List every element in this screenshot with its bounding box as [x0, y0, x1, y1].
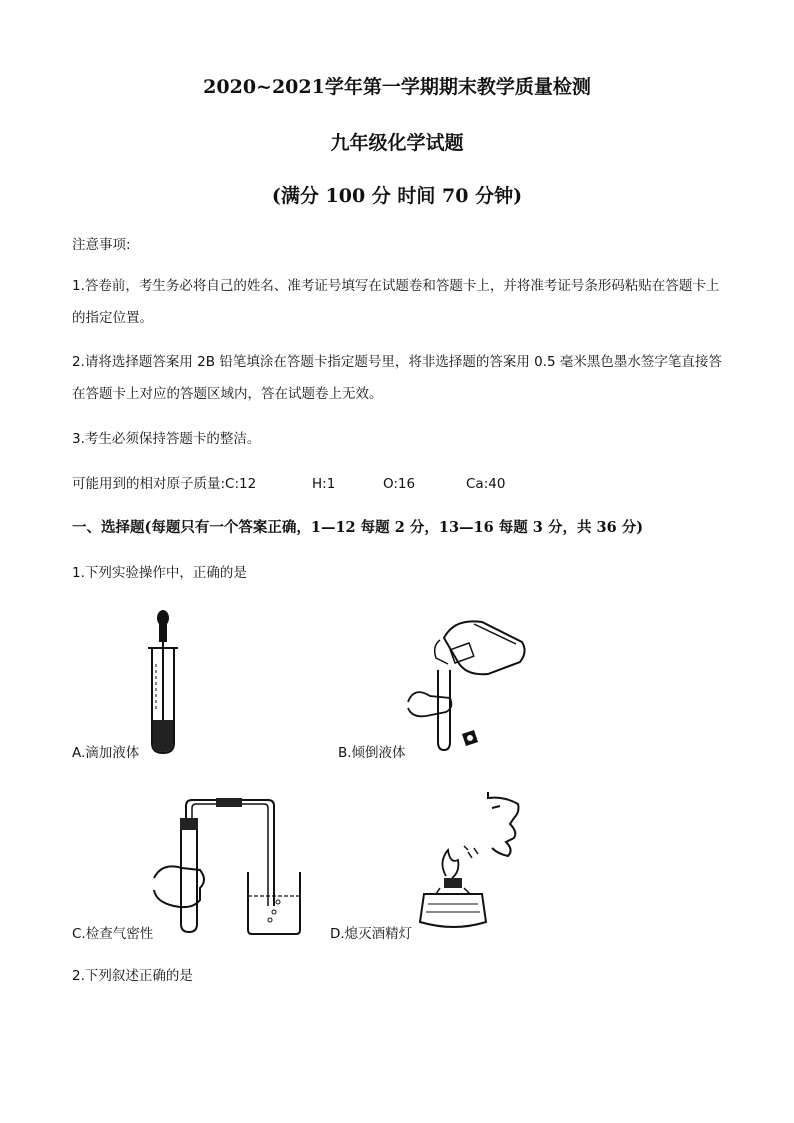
- option-c: C.检查气密性: [72, 926, 154, 942]
- section-heading: 一、选择题(每题只有一个答案正确，1—12 每题 2 分，13—16 每题 3 分，共 36 分): [72, 519, 644, 536]
- atomic-mass-label: 可能用到的相对原子质量:C:12: [72, 476, 257, 492]
- pouring-illustration: [404, 612, 534, 757]
- option-b: B.倾倒液体: [338, 745, 406, 761]
- alcohol-lamp-illustration: [414, 786, 534, 936]
- option-d: D.熄灭酒精灯: [330, 926, 413, 942]
- notice-item-2: 2.请将选择题答案用 2B 铅笔填涂在答题卡指定题号里，将非选择题的答案用 0.5 毫米黑色墨水签字笔直接答在答题卡上对应的答题区域内，答在试题卷上无效。: [72, 354, 722, 402]
- atomic-mass-h: H:1: [312, 476, 336, 492]
- airtightness-illustration: [152, 796, 302, 936]
- dropper-illustration: [140, 608, 190, 758]
- notice-item-1: 1.答卷前，考生务必将自己的姓名、准考证号填写在试题卷和答题卡上，并将准考证号条形码粘贴在答题卡上的指定位置。: [72, 278, 720, 326]
- exam-info: (满分 100 分 时间 70 分钟): [271, 185, 523, 207]
- atomic-mass-ca: Ca:40: [466, 476, 506, 492]
- option-a: A.滴加液体: [72, 745, 140, 761]
- atomic-mass-o: O:16: [383, 476, 416, 492]
- question-1-stem: 1.下列实验操作中，正确的是: [72, 565, 247, 581]
- notice-item-3: 3.考生必须保持答题卡的整洁。: [72, 431, 261, 447]
- exam-subtitle: 九年级化学试题: [330, 132, 464, 154]
- notice-heading: 注意事项:: [72, 237, 131, 253]
- question-2-stem: 2.下列叙述正确的是: [72, 968, 193, 984]
- exam-title: 2020~2021学年第一学期期末教学质量检测: [203, 76, 591, 98]
